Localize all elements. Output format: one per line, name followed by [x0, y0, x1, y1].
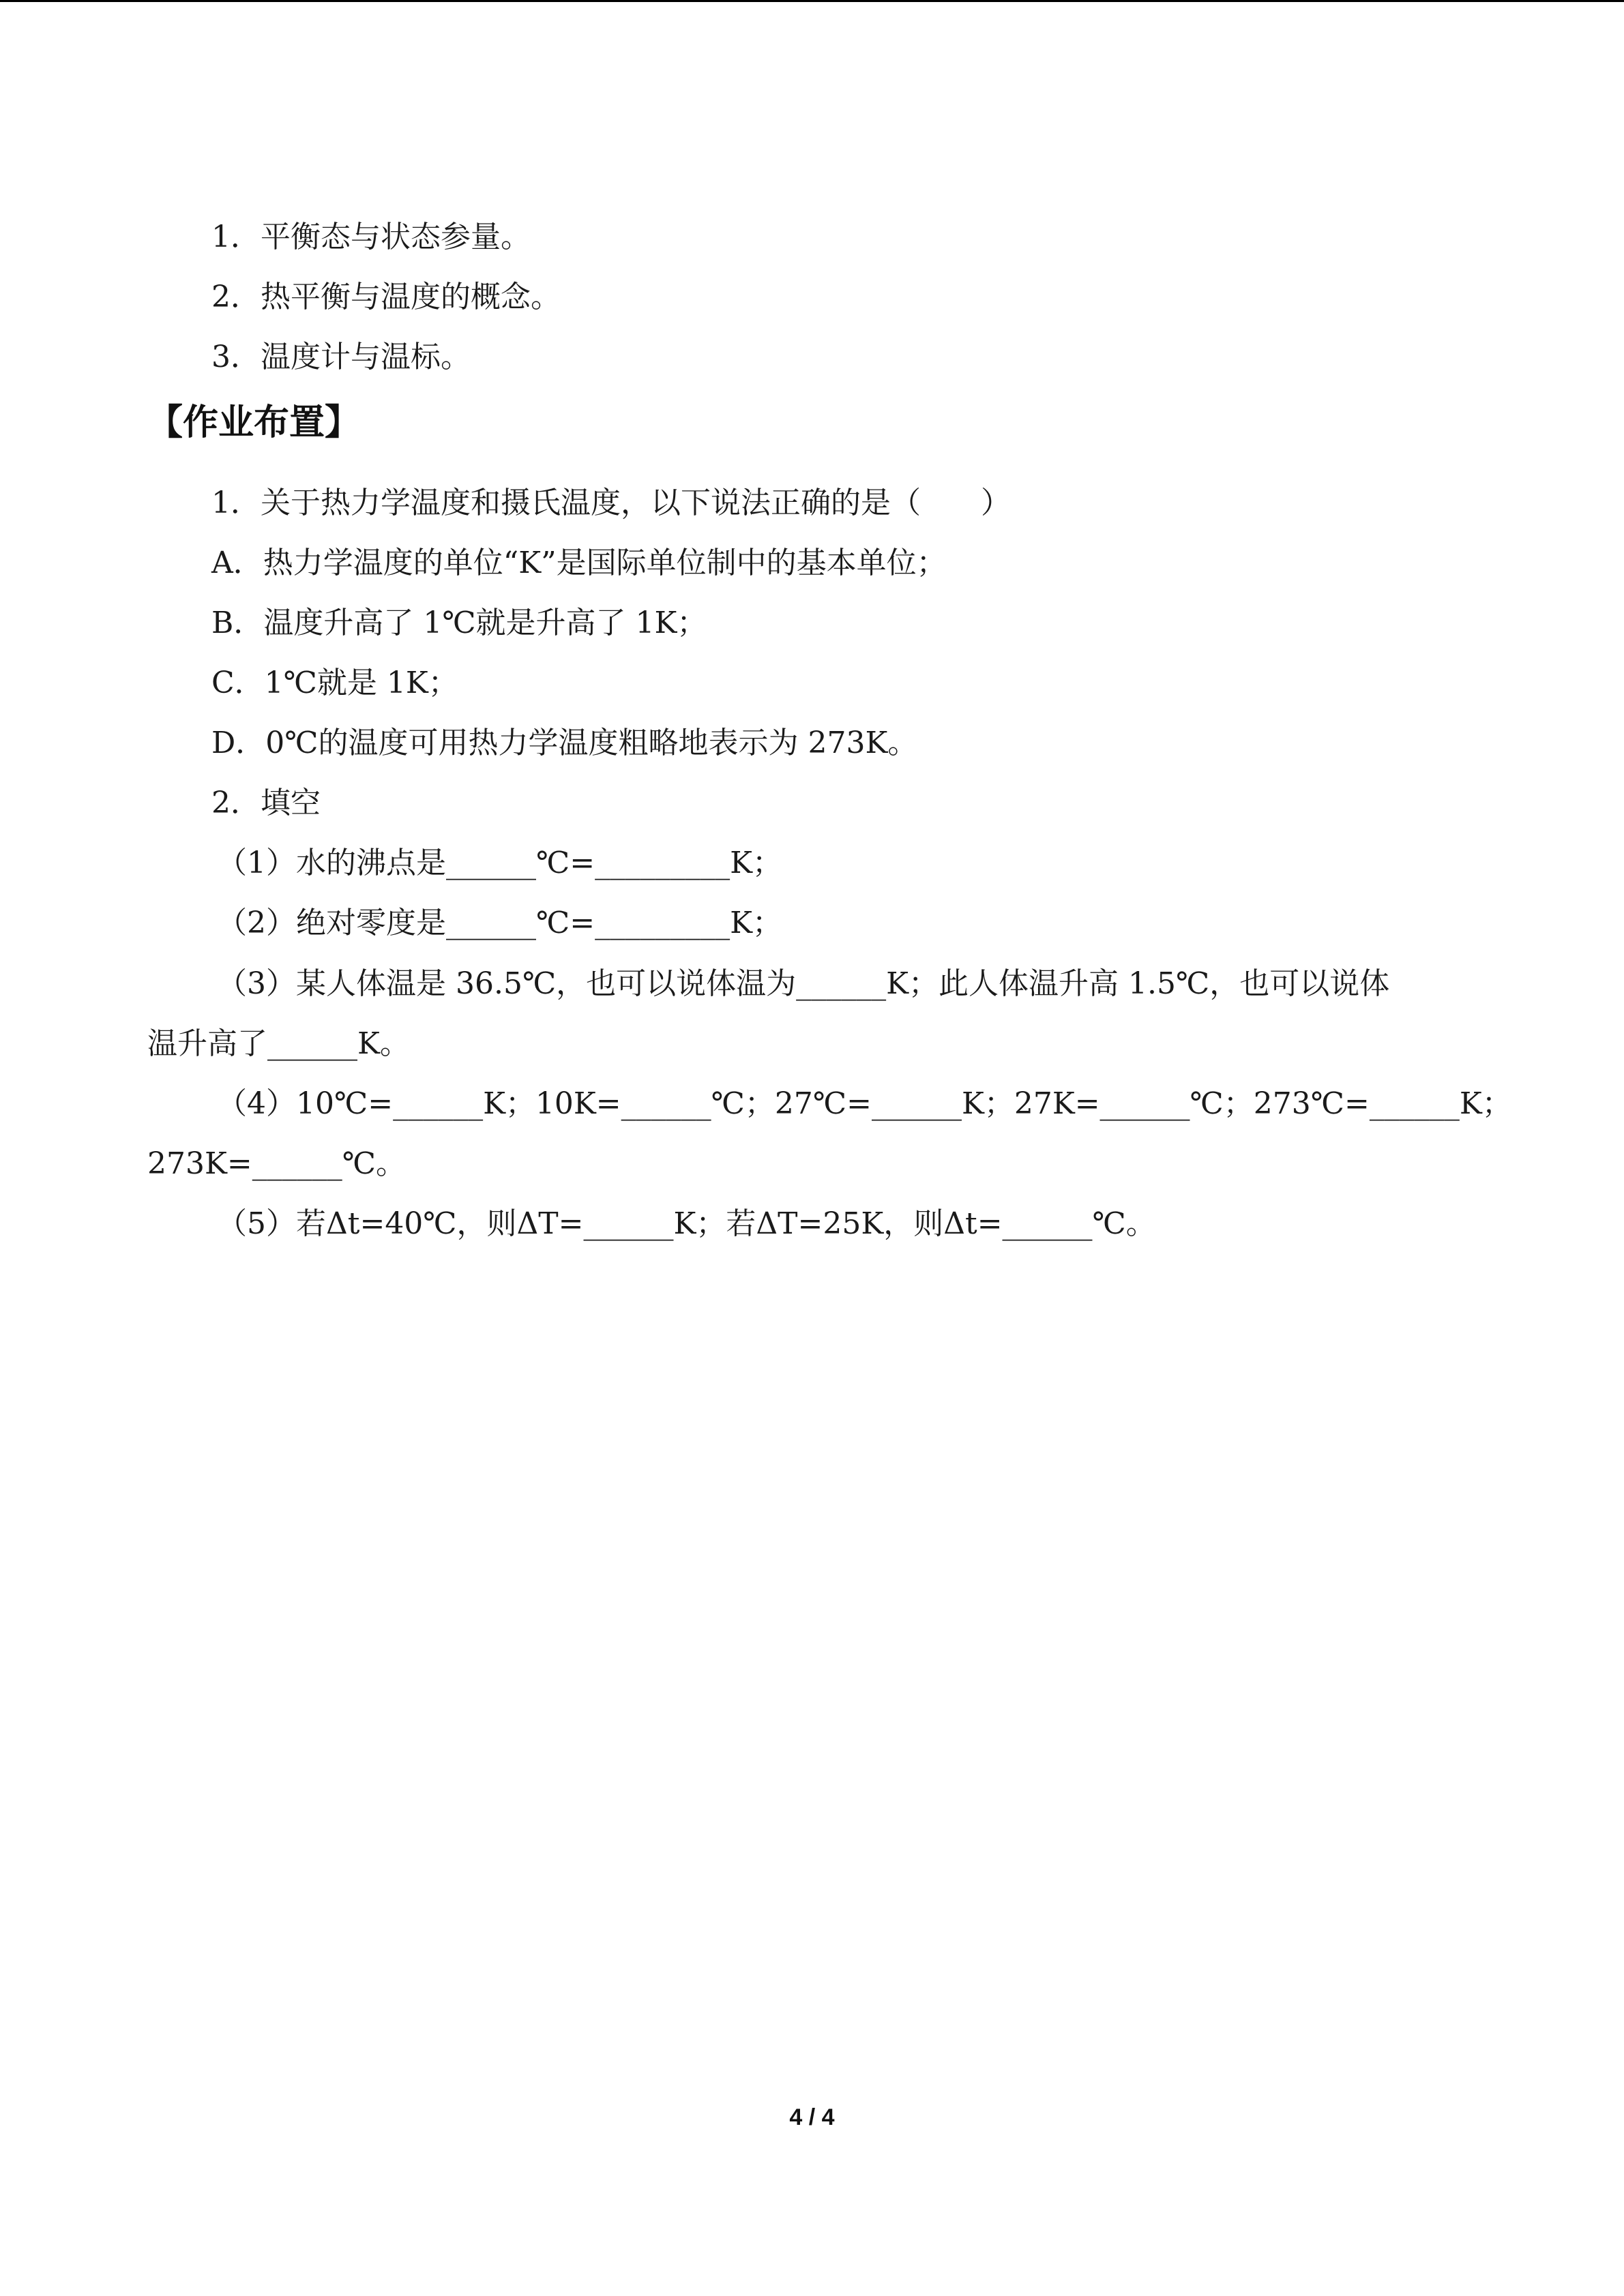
- question-1-option-d: D．0℃的温度可用热力学温度粗略地表示为 273K。: [211, 726, 918, 760]
- fill-item-3: （3）某人体温是 36.5℃，也可以说体温为______K；此人体温升高 1.5℃，也可以说体: [217, 966, 1390, 1001]
- summary-item-1: 1．平衡态与状态参量。: [211, 220, 531, 254]
- summary-item-2: 2．热平衡与温度的概念。: [211, 280, 561, 314]
- fill-item-1: （1）水的沸点是______℃=_________K；: [217, 846, 782, 880]
- fill-item-4: （4）10℃=______K；10K=______℃；27℃=______K；27K=______℃；273℃=______K；: [217, 1086, 1512, 1121]
- fill-item-3-continued: 温升高了______K。: [147, 1026, 410, 1061]
- page-number: 4 / 4: [789, 2104, 835, 2130]
- question-1-stem: 1．关于热力学温度和摄氏温度，以下说法正确的是（ ）: [211, 486, 1011, 520]
- fill-item-2: （2）绝对零度是______℃=_________K；: [217, 906, 782, 940]
- summary-item-3: 3．温度计与温标。: [211, 340, 471, 374]
- question-1-option-a: A．热力学温度的单位“K”是国际单位制中的基本单位；: [211, 546, 947, 580]
- question-2-stem: 2．填空: [211, 786, 321, 820]
- question-1-option-b: B．温度升高了 1℃就是升高了 1K；: [211, 606, 707, 640]
- fill-item-4-continued: 273K=______℃。: [147, 1146, 406, 1181]
- question-1-option-c: C．1℃就是 1K；: [211, 666, 458, 700]
- fill-item-5: （5）若Δt=40℃，则ΔT=______K；若ΔT=25K，则Δt=______℃。: [217, 1206, 1156, 1241]
- homework-heading: 【作业布置】: [147, 402, 361, 443]
